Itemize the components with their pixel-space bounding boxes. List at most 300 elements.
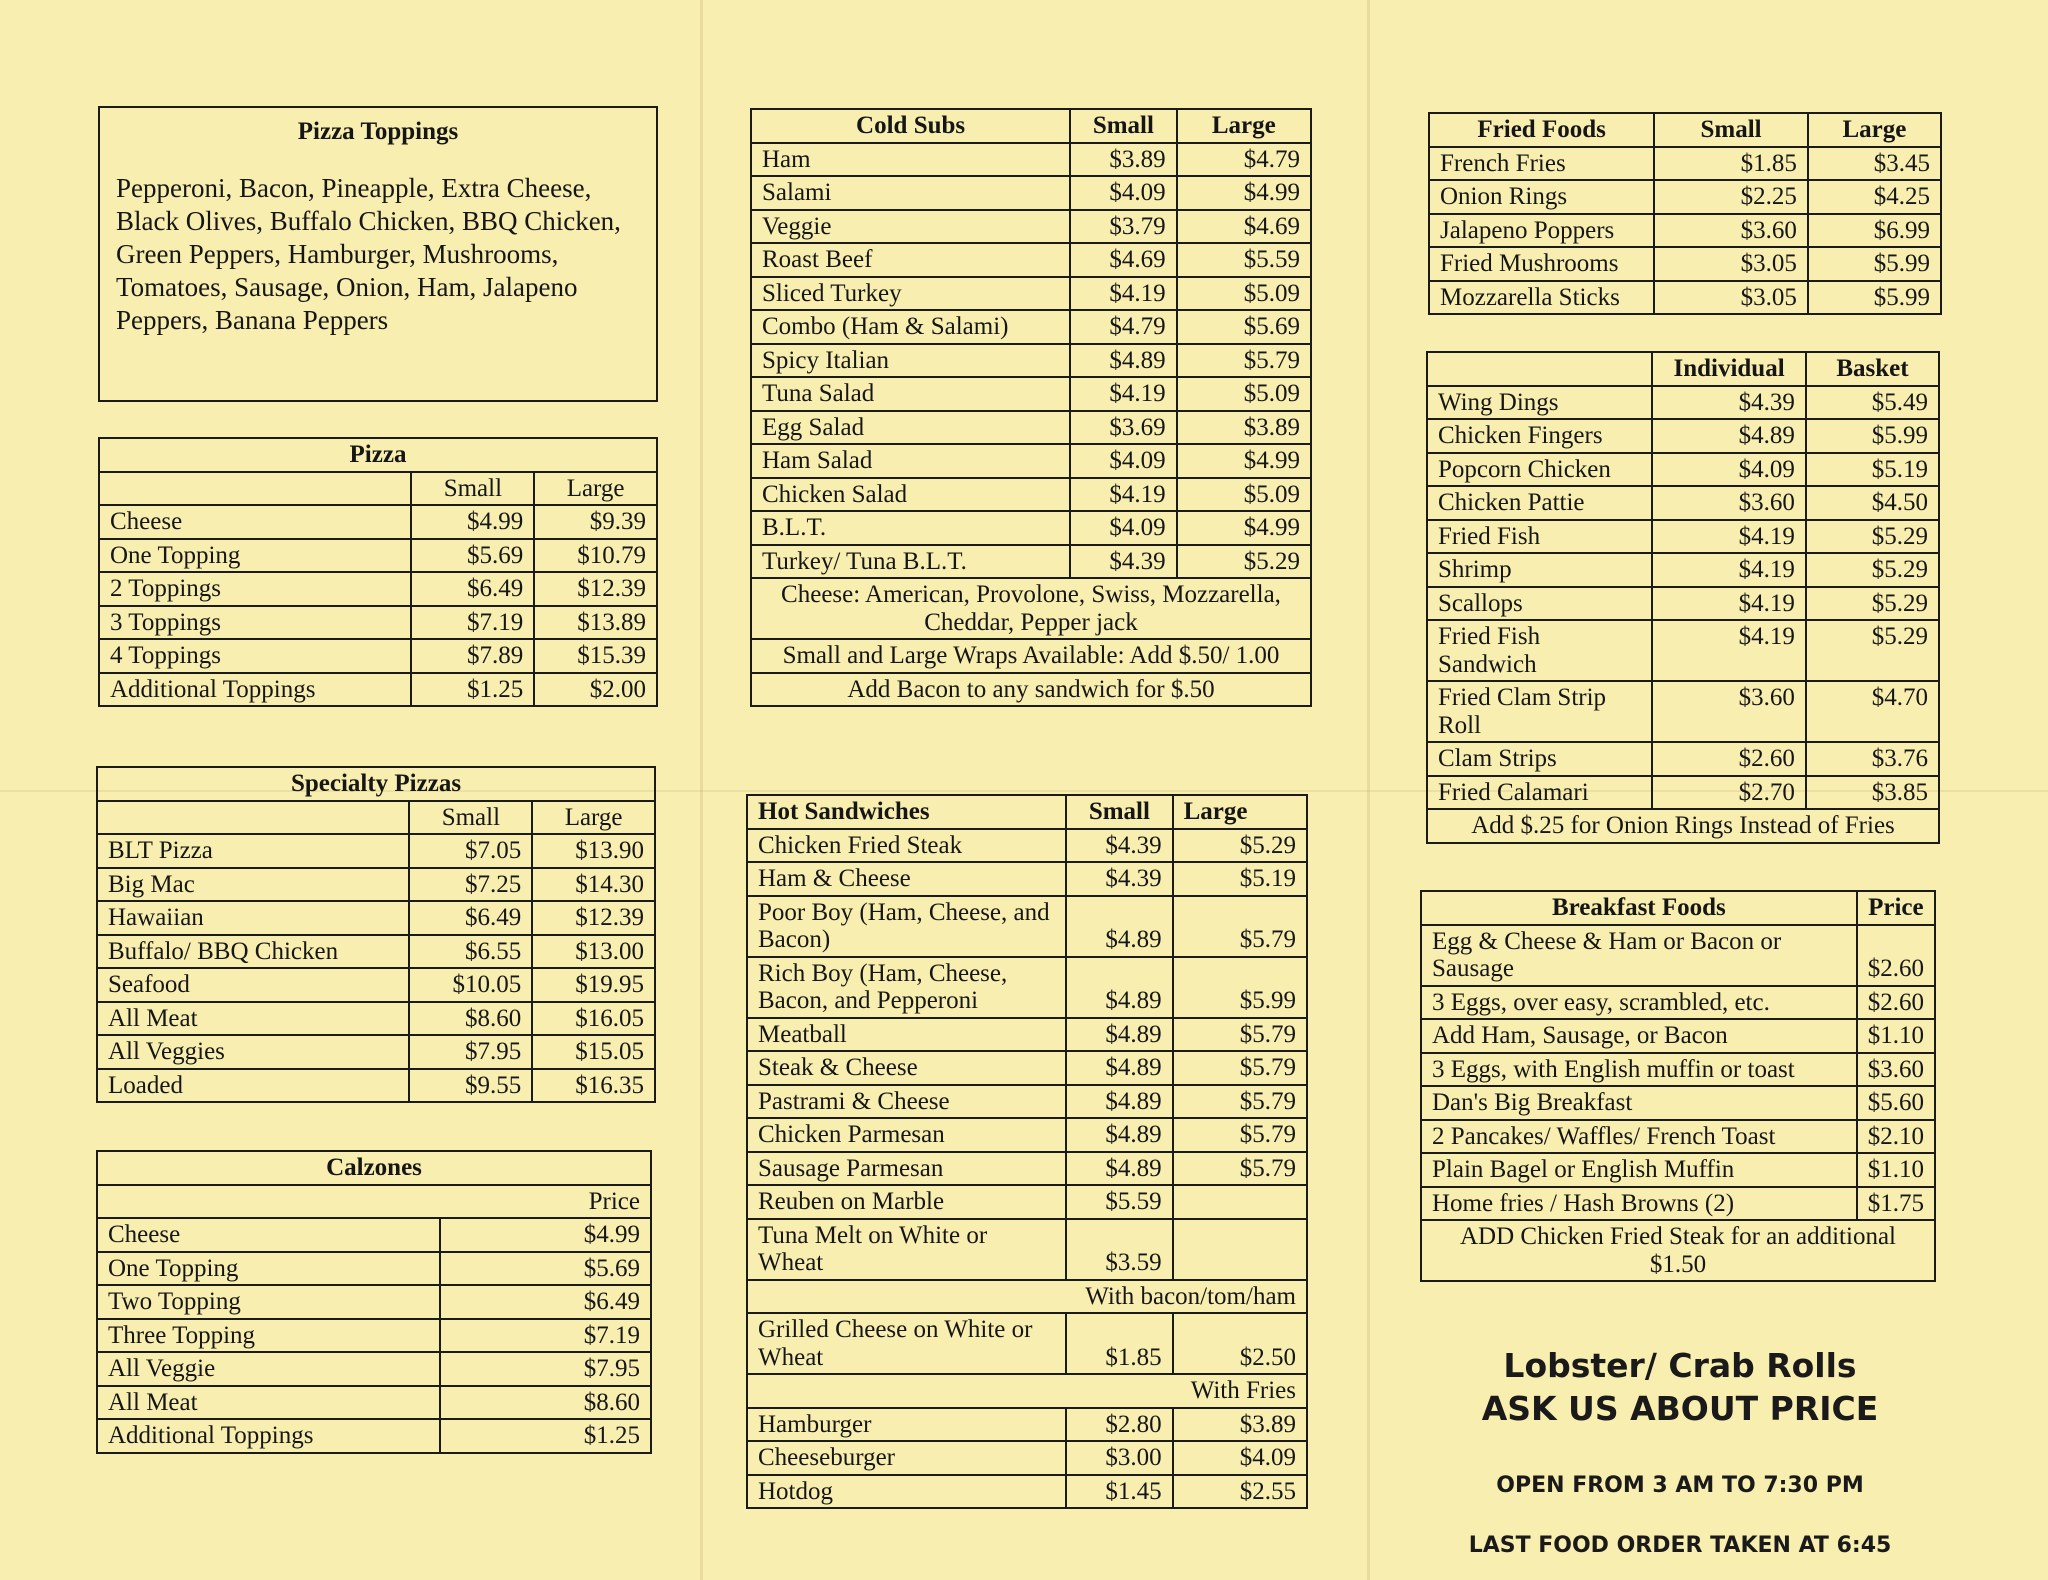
cold-sub-row xyxy=(751,545,1311,579)
price: $4.89 xyxy=(1066,1085,1172,1119)
fried-food-row xyxy=(1429,281,1941,315)
price: $4.19 xyxy=(1070,277,1176,311)
item-name: Chicken Parmesan xyxy=(747,1118,1066,1152)
price: $5.09 xyxy=(1177,478,1311,512)
item-name: Rich Boy (Ham, Cheese, Bacon, and Pepperoni xyxy=(747,957,1066,1018)
price: $16.05 xyxy=(532,1002,655,1036)
price: $4.69 xyxy=(1177,210,1311,244)
price: $5.99 xyxy=(1808,247,1941,281)
promo-line-1: Lobster/ Crab Rolls xyxy=(1503,1346,1857,1385)
item-name: Chicken Salad xyxy=(751,478,1070,512)
price: $13.89 xyxy=(534,606,657,640)
cold-sub-row xyxy=(751,143,1311,177)
price: $5.29 xyxy=(1806,587,1939,621)
price: $4.89 xyxy=(1066,957,1172,1018)
item-name: Cheese xyxy=(97,1218,440,1252)
price: $4.09 xyxy=(1652,453,1806,487)
specialty-pizza-row xyxy=(97,834,655,868)
pizza-header-blank xyxy=(99,472,411,506)
price: $5.09 xyxy=(1177,277,1311,311)
breakfast-row xyxy=(1421,1019,1935,1053)
item-name: Additional Toppings xyxy=(99,673,411,707)
price: $3.85 xyxy=(1806,776,1939,810)
calzone-row xyxy=(97,1285,651,1319)
price: $14.30 xyxy=(532,868,655,902)
price: $4.79 xyxy=(1070,310,1176,344)
specialty-pizza-row xyxy=(97,1069,655,1103)
price: $7.19 xyxy=(440,1319,651,1353)
item-name: Steak & Cheese xyxy=(747,1051,1066,1085)
price: $4.89 xyxy=(1652,419,1806,453)
item-name: Turkey/ Tuna B.L.T. xyxy=(751,545,1070,579)
hot-sandwich-row xyxy=(747,1085,1307,1119)
basket-row xyxy=(1427,520,1939,554)
calzones-section xyxy=(96,1150,652,1454)
cold-subs-col-large: Large xyxy=(1177,109,1311,143)
hot-sandwich-row xyxy=(747,1018,1307,1052)
price: $4.99 xyxy=(1177,444,1311,478)
pizza-row xyxy=(99,606,657,640)
price: $5.59 xyxy=(1177,243,1311,277)
price: $4.89 xyxy=(1066,896,1172,957)
item-name: Additional Toppings xyxy=(97,1419,440,1453)
price: $3.89 xyxy=(1070,143,1176,177)
item-name: All Veggie xyxy=(97,1352,440,1386)
item-name: Combo (Ham & Salami) xyxy=(751,310,1070,344)
price: $5.79 xyxy=(1173,1152,1307,1186)
basket-row xyxy=(1427,553,1939,587)
promo-hours: OPEN FROM 3 AM TO 7:30 PM xyxy=(1496,1473,1864,1498)
price: $3.76 xyxy=(1806,742,1939,776)
cold-subs-title: Cold Subs xyxy=(751,109,1070,143)
pizza-toppings-box xyxy=(98,106,658,402)
breakfast-row xyxy=(1421,1187,1935,1221)
item-name: Egg & Cheese & Ham or Bacon or Sausage xyxy=(1421,925,1857,986)
price: $5.79 xyxy=(1173,896,1307,957)
specialty-pizzas-title: Specialty Pizzas xyxy=(97,767,655,801)
cold-sub-row xyxy=(751,243,1311,277)
item-name: Add Ham, Sausage, or Bacon xyxy=(1421,1019,1857,1053)
item-name: One Topping xyxy=(97,1252,440,1286)
baskets-header-blank xyxy=(1427,352,1652,386)
calzone-row xyxy=(97,1419,651,1453)
item-name: Chicken Pattie xyxy=(1427,486,1652,520)
price: $7.25 xyxy=(409,868,532,902)
specialty-pizzas-table xyxy=(96,766,656,1103)
item-name: B.L.T. xyxy=(751,511,1070,545)
item-name: Onion Rings xyxy=(1429,180,1654,214)
cold-subs-table xyxy=(750,108,1312,707)
price: $15.05 xyxy=(532,1035,655,1069)
basket-row xyxy=(1427,620,1939,681)
price: $4.89 xyxy=(1066,1152,1172,1186)
price: $5.79 xyxy=(1177,344,1311,378)
calzone-row xyxy=(97,1319,651,1353)
calzones-col-price: Price xyxy=(97,1185,651,1219)
baskets-col-basket: Basket xyxy=(1806,352,1939,386)
specialty-pizza-row xyxy=(97,935,655,969)
item-name: Shrimp xyxy=(1427,553,1652,587)
item-name: Hawaiian xyxy=(97,901,409,935)
cold-subs-cheese-note: Cheese: American, Provolone, Swiss, Mozzarella, Cheddar, Pepper jack xyxy=(751,578,1311,639)
hot-sandwich-row xyxy=(747,1185,1307,1219)
item-name: Salami xyxy=(751,176,1070,210)
item-name: Popcorn Chicken xyxy=(1427,453,1652,487)
price: $8.60 xyxy=(440,1386,651,1420)
item-name: BLT Pizza xyxy=(97,834,409,868)
price: $5.79 xyxy=(1173,1018,1307,1052)
price: $5.29 xyxy=(1173,829,1307,863)
price: $4.89 xyxy=(1066,1051,1172,1085)
hot-sandwiches-section xyxy=(746,794,1308,1509)
item-name: Hotdog xyxy=(747,1475,1066,1509)
breakfast-row xyxy=(1421,1053,1935,1087)
basket-row xyxy=(1427,587,1939,621)
price: $6.49 xyxy=(440,1285,651,1319)
price: $5.79 xyxy=(1173,1118,1307,1152)
pizza-row xyxy=(99,572,657,606)
hot-sandwiches-col-large: Large xyxy=(1173,795,1307,829)
price: $3.60 xyxy=(1857,1053,1935,1087)
item-name: Clam Strips xyxy=(1427,742,1652,776)
price: $4.79 xyxy=(1177,143,1311,177)
cold-sub-row xyxy=(751,176,1311,210)
price: $4.39 xyxy=(1652,386,1806,420)
hot-sandwich-row-grilled-cheese xyxy=(747,1313,1307,1374)
specialty-col-large: Large xyxy=(532,801,655,835)
burger-row xyxy=(747,1475,1307,1509)
item-name: Buffalo/ BBQ Chicken xyxy=(97,935,409,969)
hot-sandwiches-fries-note: With Fries xyxy=(747,1374,1307,1408)
breakfast-row xyxy=(1421,1086,1935,1120)
price: $4.99 xyxy=(1177,176,1311,210)
price: $19.95 xyxy=(532,968,655,1002)
basket-row xyxy=(1427,386,1939,420)
basket-row xyxy=(1427,776,1939,810)
item-name: Dan's Big Breakfast xyxy=(1421,1086,1857,1120)
price-small: $1.85 xyxy=(1066,1313,1172,1374)
price: $5.19 xyxy=(1806,453,1939,487)
breakfast-row xyxy=(1421,1153,1935,1187)
price: $5.59 xyxy=(1066,1185,1172,1219)
item-name: Chicken Fingers xyxy=(1427,419,1652,453)
pizza-row xyxy=(99,639,657,673)
item-name: Loaded xyxy=(97,1069,409,1103)
item-name: French Fries xyxy=(1429,147,1654,181)
price: $12.39 xyxy=(532,901,655,935)
price: $3.69 xyxy=(1070,411,1176,445)
cold-sub-row xyxy=(751,277,1311,311)
item-name: Ham xyxy=(751,143,1070,177)
price: $5.69 xyxy=(440,1252,651,1286)
price: $4.70 xyxy=(1806,681,1939,742)
pizza-row xyxy=(99,673,657,707)
fried-foods-col-small: Small xyxy=(1654,113,1808,147)
price: $4.50 xyxy=(1806,486,1939,520)
breakfast-note: ADD Chicken Fried Steak for an additional $1.50 xyxy=(1421,1220,1935,1281)
specialty-pizza-row xyxy=(97,901,655,935)
burger-row xyxy=(747,1441,1307,1475)
fried-foods-section xyxy=(1428,112,1942,315)
basket-row xyxy=(1427,742,1939,776)
calzone-row xyxy=(97,1218,651,1252)
price: $4.99 xyxy=(1177,511,1311,545)
basket-row xyxy=(1427,419,1939,453)
pizza-toppings-list: Pepperoni, Bacon, Pineapple, Extra Cheese, Black Olives, Buffalo Chicken, BBQ Chicken, Green Peppers, Hamburger, Mushrooms, Tomatoes, Sausage, Onion, Ham, Jalapeno Peppers, Banana Peppers xyxy=(116,173,621,335)
item-name: Scallops xyxy=(1427,587,1652,621)
fried-food-row xyxy=(1429,214,1941,248)
calzone-row xyxy=(97,1386,651,1420)
price: $5.99 xyxy=(1808,281,1941,315)
cold-sub-row xyxy=(751,444,1311,478)
item-name: Fried Fish Sandwich xyxy=(1427,620,1652,681)
breakfast-section xyxy=(1420,890,1936,1282)
price: $7.19 xyxy=(411,606,534,640)
price: $7.95 xyxy=(440,1352,651,1386)
price: $5.79 xyxy=(1173,1085,1307,1119)
cold-sub-row xyxy=(751,478,1311,512)
price: $4.39 xyxy=(1066,862,1172,896)
price: $4.09 xyxy=(1070,444,1176,478)
item-name: Hamburger xyxy=(747,1408,1066,1442)
breakfast-title: Breakfast Foods xyxy=(1421,891,1857,925)
promo-lobster-crab xyxy=(1420,1345,1940,1431)
price: $4.19 xyxy=(1652,620,1806,681)
item-name: Fried Fish xyxy=(1427,520,1652,554)
price: $5.29 xyxy=(1806,520,1939,554)
hot-sandwiches-bacon-note: With bacon/tom/ham xyxy=(747,1280,1307,1314)
item-name: Ham Salad xyxy=(751,444,1070,478)
item-name: Spicy Italian xyxy=(751,344,1070,378)
item-name: Home fries / Hash Browns (2) xyxy=(1421,1187,1857,1221)
price: $4.09 xyxy=(1070,511,1176,545)
item-name: Poor Boy (Ham, Cheese, and Bacon) xyxy=(747,896,1066,957)
price: $16.35 xyxy=(532,1069,655,1103)
price: $4.19 xyxy=(1652,520,1806,554)
cold-subs-bacon-note: Add Bacon to any sandwich for $.50 xyxy=(751,673,1311,707)
price: $15.39 xyxy=(534,639,657,673)
cold-sub-row xyxy=(751,377,1311,411)
item-name: Fried Mushrooms xyxy=(1429,247,1654,281)
basket-row xyxy=(1427,486,1939,520)
item-name: Roast Beef xyxy=(751,243,1070,277)
price: $5.60 xyxy=(1857,1086,1935,1120)
item-name: All Meat xyxy=(97,1386,440,1420)
price: $5.49 xyxy=(1806,386,1939,420)
item-name: All Meat xyxy=(97,1002,409,1036)
price: $1.25 xyxy=(440,1419,651,1453)
cold-sub-row xyxy=(751,310,1311,344)
item-name: Cheeseburger xyxy=(747,1441,1066,1475)
pizza-table xyxy=(98,437,658,707)
item-name: 3 Eggs, with English muffin or toast xyxy=(1421,1053,1857,1087)
price: $3.60 xyxy=(1652,681,1806,742)
cold-sub-row xyxy=(751,344,1311,378)
price: $3.89 xyxy=(1177,411,1311,445)
item-name: Jalapeno Poppers xyxy=(1429,214,1654,248)
item-name: Mozzarella Sticks xyxy=(1429,281,1654,315)
item-name: Seafood xyxy=(97,968,409,1002)
pizza-row xyxy=(99,539,657,573)
promo-last-order: LAST FOOD ORDER TAKEN AT 6:45 xyxy=(1468,1533,1892,1558)
specialty-pizza-row xyxy=(97,1002,655,1036)
price: $7.89 xyxy=(411,639,534,673)
hot-sandwich-row xyxy=(747,1051,1307,1085)
specialty-col-small: Small xyxy=(409,801,532,835)
price: $4.19 xyxy=(1070,377,1176,411)
item-name: Egg Salad xyxy=(751,411,1070,445)
price: $2.00 xyxy=(534,673,657,707)
price: $3.05 xyxy=(1654,247,1808,281)
breakfast-row xyxy=(1421,925,1935,986)
price: $5.09 xyxy=(1177,377,1311,411)
breakfast-col-price: Price xyxy=(1857,891,1935,925)
item-name: Tuna Melt on White or Wheat xyxy=(747,1219,1066,1280)
item-name: Two Topping xyxy=(97,1285,440,1319)
hot-sandwich-row xyxy=(747,862,1307,896)
price: $9.55 xyxy=(409,1069,532,1103)
burger-row xyxy=(747,1408,1307,1442)
cold-subs-col-small: Small xyxy=(1070,109,1176,143)
item-name: Three Topping xyxy=(97,1319,440,1353)
basket-row xyxy=(1427,681,1939,742)
breakfast-row xyxy=(1421,1120,1935,1154)
price: $4.39 xyxy=(1070,545,1176,579)
price: $13.90 xyxy=(532,834,655,868)
price: $6.49 xyxy=(411,572,534,606)
price: $2.70 xyxy=(1652,776,1806,810)
price: $8.60 xyxy=(409,1002,532,1036)
price: $4.09 xyxy=(1173,1441,1307,1475)
price: $6.49 xyxy=(409,901,532,935)
price: $13.00 xyxy=(532,935,655,969)
price xyxy=(1173,1185,1307,1219)
price: $3.00 xyxy=(1066,1441,1172,1475)
price-large: $2.50 xyxy=(1173,1313,1307,1374)
price: $6.99 xyxy=(1808,214,1941,248)
price: $5.69 xyxy=(411,539,534,573)
price: $12.39 xyxy=(534,572,657,606)
price: $4.19 xyxy=(1652,553,1806,587)
basket-row xyxy=(1427,453,1939,487)
price: $2.60 xyxy=(1857,986,1935,1020)
price: $1.10 xyxy=(1857,1153,1935,1187)
fried-foods-title: Fried Foods xyxy=(1429,113,1654,147)
price: $1.85 xyxy=(1654,147,1808,181)
pizza-col-small: Small xyxy=(411,472,534,506)
price xyxy=(1173,1219,1307,1280)
item-name: Ham & Cheese xyxy=(747,862,1066,896)
price: $5.19 xyxy=(1173,862,1307,896)
item-name: Big Mac xyxy=(97,868,409,902)
price: $5.99 xyxy=(1806,419,1939,453)
hot-sandwich-row xyxy=(747,829,1307,863)
baskets-col-individual: Individual xyxy=(1652,352,1806,386)
price: $5.69 xyxy=(1177,310,1311,344)
item-name: 4 Toppings xyxy=(99,639,411,673)
price: $3.60 xyxy=(1654,214,1808,248)
hot-sandwich-row xyxy=(747,957,1307,1018)
hot-sandwich-row xyxy=(747,896,1307,957)
fried-foods-col-large: Large xyxy=(1808,113,1941,147)
price: $4.39 xyxy=(1066,829,1172,863)
price: $4.89 xyxy=(1066,1018,1172,1052)
specialty-pizza-row xyxy=(97,1035,655,1069)
price: $7.05 xyxy=(409,834,532,868)
item-name: Fried Clam Strip Roll xyxy=(1427,681,1652,742)
item-name: Plain Bagel or English Muffin xyxy=(1421,1153,1857,1187)
price: $2.60 xyxy=(1652,742,1806,776)
baskets-section xyxy=(1426,351,1940,844)
item-name: Sausage Parmesan xyxy=(747,1152,1066,1186)
item-name: 3 Eggs, over easy, scrambled, etc. xyxy=(1421,986,1857,1020)
item-name: Sliced Turkey xyxy=(751,277,1070,311)
promo-line-2: ASK US ABOUT PRICE xyxy=(1481,1388,1879,1428)
item-name: Grilled Cheese on White or Wheat xyxy=(747,1313,1066,1374)
item-name: Meatball xyxy=(747,1018,1066,1052)
price: $4.89 xyxy=(1066,1118,1172,1152)
fried-food-row xyxy=(1429,180,1941,214)
specialty-header-blank xyxy=(97,801,409,835)
item-name: Cheese xyxy=(99,505,411,539)
breakfast-row xyxy=(1421,986,1935,1020)
calzones-table xyxy=(96,1150,652,1454)
price: $1.25 xyxy=(411,673,534,707)
hot-sandwiches-col-small: Small xyxy=(1066,795,1172,829)
price: $5.79 xyxy=(1173,1051,1307,1085)
price: $3.60 xyxy=(1652,486,1806,520)
price: $5.29 xyxy=(1806,620,1939,681)
price: $4.99 xyxy=(440,1218,651,1252)
price: $9.39 xyxy=(534,505,657,539)
price: $5.29 xyxy=(1806,553,1939,587)
item-name: Tuna Salad xyxy=(751,377,1070,411)
pizza-title: Pizza xyxy=(99,438,657,472)
hot-sandwiches-table xyxy=(746,794,1308,1509)
item-name: One Topping xyxy=(99,539,411,573)
item-name: 2 Toppings xyxy=(99,572,411,606)
price: $1.75 xyxy=(1857,1187,1935,1221)
price: $4.09 xyxy=(1070,176,1176,210)
fried-food-row xyxy=(1429,247,1941,281)
calzone-row xyxy=(97,1352,651,1386)
price: $4.19 xyxy=(1652,587,1806,621)
cold-sub-row xyxy=(751,511,1311,545)
price: $3.05 xyxy=(1654,281,1808,315)
cold-sub-row xyxy=(751,411,1311,445)
item-name: Fried Calamari xyxy=(1427,776,1652,810)
specialty-pizza-row xyxy=(97,968,655,1002)
hot-sandwich-row xyxy=(747,1118,1307,1152)
specialty-pizza-row xyxy=(97,868,655,902)
price: $3.45 xyxy=(1808,147,1941,181)
price: $3.89 xyxy=(1173,1408,1307,1442)
price: $2.25 xyxy=(1654,180,1808,214)
cold-sub-row xyxy=(751,210,1311,244)
hot-sandwich-row xyxy=(747,1219,1307,1280)
price: $3.59 xyxy=(1066,1219,1172,1280)
cold-subs-wraps-note: Small and Large Wraps Available: Add $.50/ 1.00 xyxy=(751,639,1311,673)
price: $1.45 xyxy=(1066,1475,1172,1509)
price: $4.89 xyxy=(1070,344,1176,378)
item-name: 2 Pancakes/ Waffles/ French Toast xyxy=(1421,1120,1857,1154)
item-name: Pastrami & Cheese xyxy=(747,1085,1066,1119)
pizza-row xyxy=(99,505,657,539)
price: $5.99 xyxy=(1173,957,1307,1018)
item-name: All Veggies xyxy=(97,1035,409,1069)
price: $4.19 xyxy=(1070,478,1176,512)
baskets-table xyxy=(1426,351,1940,844)
